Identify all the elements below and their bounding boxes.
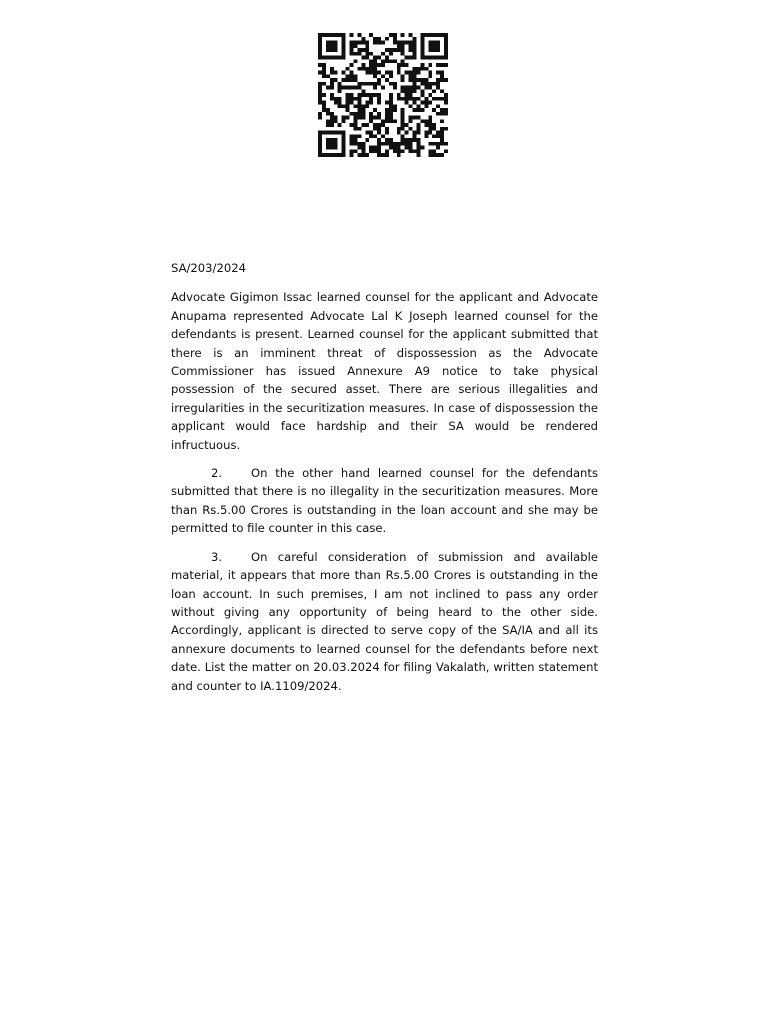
order-document bbox=[171, 259, 598, 705]
paragraph-1 bbox=[171, 288, 598, 454]
paragraph-3 bbox=[171, 548, 598, 695]
qr-code-icon bbox=[318, 33, 448, 157]
paragraph-text: On the other hand learned counsel for the defendants submitted that there is no illegality in the securitization measures. More than Rs.5.00 Crores is outstanding in the loan account and she may be permitted to file counter in this case. bbox=[171, 466, 598, 536]
qr-code bbox=[318, 33, 448, 157]
paragraph-2 bbox=[171, 464, 598, 538]
paragraph-text: Advocate Gigimon Issac learned counsel for the applicant and Advocate Anupama represented Advocate Lal K Joseph learned counsel for the defendants is present. Learned counsel for the applicant submitted that there is an imminent threat of dispossession as the Advocate Commissioner has issued Annexure A9 notice to take physical possession of the secured asset. There are serious illegalities and irregularities in the securitization measures. In case of dispossession the applicant would face hardship and their SA would be rendered infructuous. bbox=[171, 290, 598, 452]
paragraph-number: 3. bbox=[211, 549, 223, 564]
paragraph-number: 2. bbox=[211, 466, 223, 481]
case-number: SA/203/2024 bbox=[171, 261, 246, 275]
paragraph-text: On careful consideration of submission and available material, it appears that more than Rs.5.00 Crores is outstanding in the loan account. In such premises, I am not inclined to pass any order without giving any opportunity of being heard to the other side. Accordingly, applicant is directed to serve copy of the SA/IA and all its annexure documents to learned counsel for the defendants before next date. List the matter on 20.03.2024 for filing Vakalath, written statement and counter to IA.1109/2024. bbox=[171, 549, 598, 693]
